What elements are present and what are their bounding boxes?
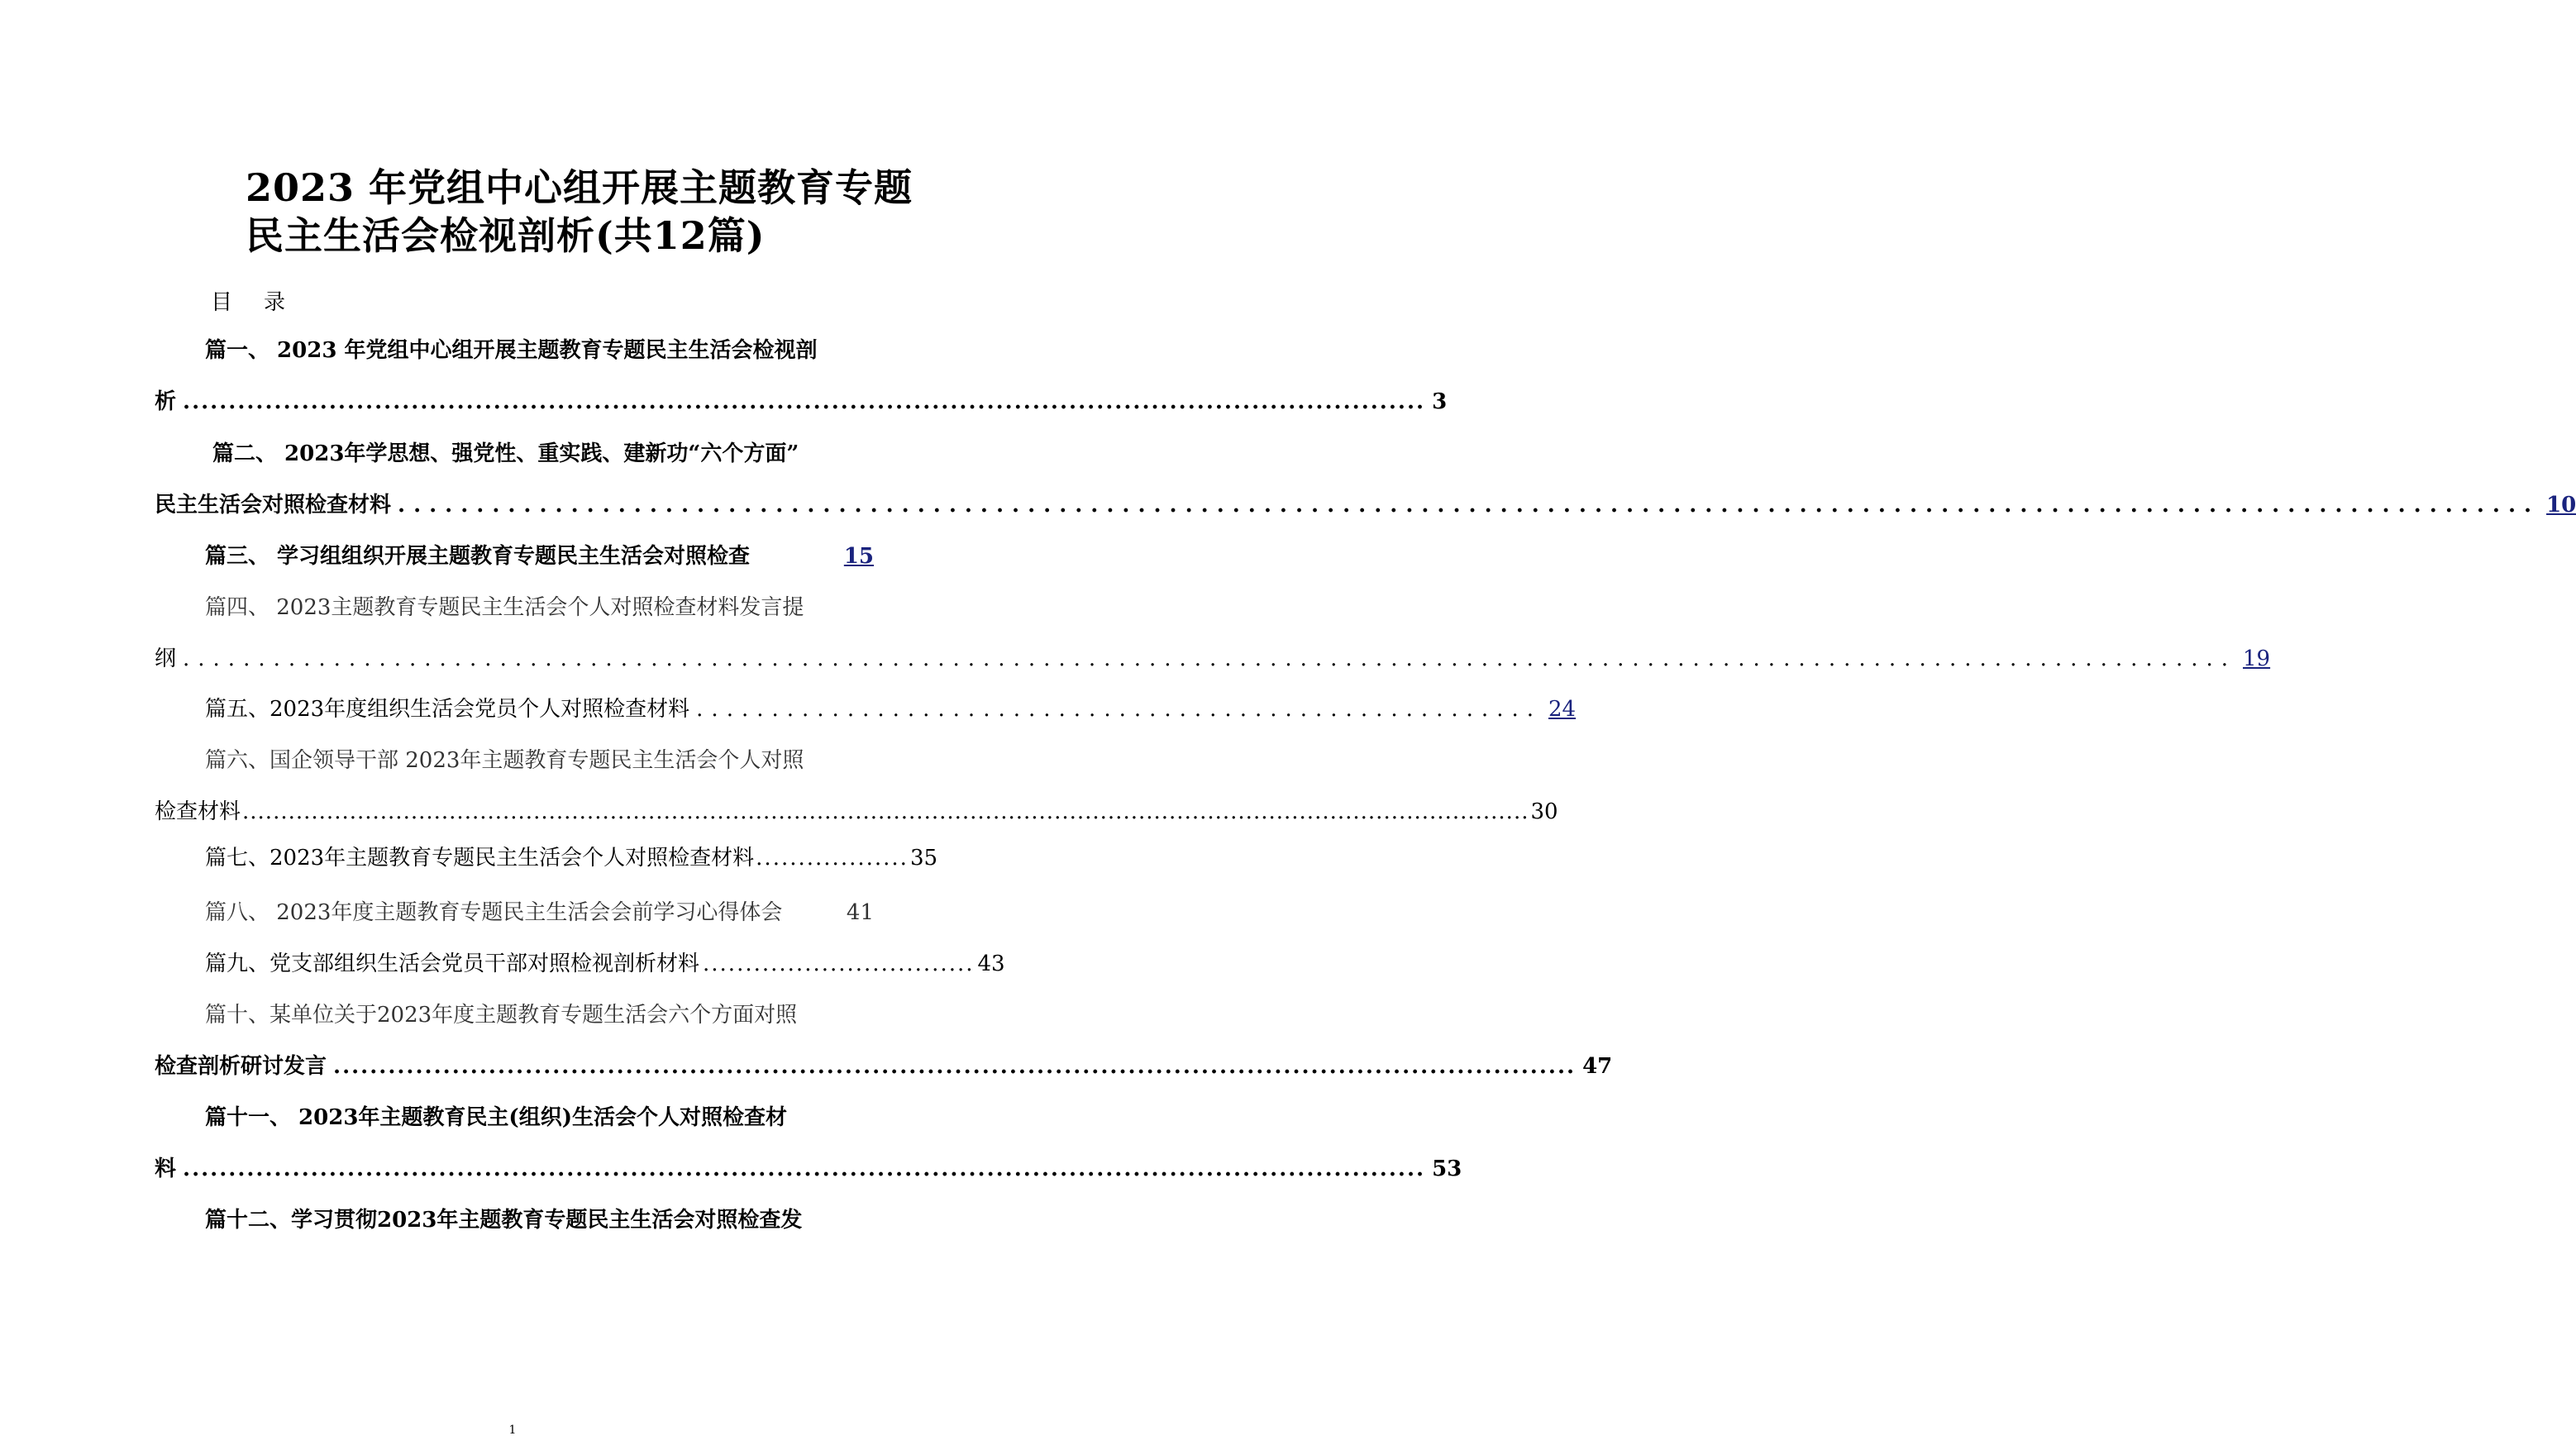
toc-entry-4-page[interactable]: 19 — [2243, 646, 2271, 671]
toc-entry-2-title[interactable]: 篇二、 2023年学思想、强党性、重实践、建新功“六个方面” — [212, 441, 799, 466]
toc-entry-1-title[interactable]: 篇一、 2023 年党组中心组开展主题教育专题民主生活会检视剖 — [205, 338, 818, 363]
toc-heading-char-1: 目 — [211, 290, 233, 315]
toc-entry-7-page: 35 — [909, 846, 938, 870]
toc-entry-11-title[interactable]: 篇十一、 2023年主题教育民主(组织)生活会个人对照检查材 — [205, 1105, 788, 1130]
toc-entry-4-continuation[interactable]: 纲 ........................................................................................................................................ 19 — [155, 644, 874, 674]
toc-entry-4-title[interactable]: 篇四、 2023主题教育专题民主生活会个人对照检查材料发言提 — [205, 595, 804, 620]
toc-entry-5[interactable]: 篇五、2023年度组织生活会党员个人对照检查材料 ........................................................ 24 — [205, 694, 874, 724]
document-title — [246, 164, 973, 260]
page-number: 1 — [508, 1424, 517, 1437]
toc-entry-3[interactable]: 篇三、 学习组组织开展主题教育专题民主生活会对照检查 15 — [205, 541, 874, 571]
toc-entry-11-continuation[interactable]: 料 ........................................................................................................................................ 53 — [155, 1154, 866, 1184]
leader-dots: ........................................................................................................................................ — [183, 389, 1426, 414]
toc-entry-7[interactable]: 篇七、2023年主题教育专题民主生活会个人对照检查材料 .................. 35 — [205, 843, 874, 873]
leader-dots: ........................................................................................................................................ — [333, 1054, 1577, 1079]
leader-dots: ........................................................................................................................................ — [183, 646, 2237, 671]
toc-heading-char-2: 录 — [264, 290, 286, 315]
toc-entry-12-title[interactable]: 篇十二、学习贯彻2023年主题教育专题民主生活会对照检查发 — [205, 1208, 803, 1233]
toc-entry-9-page: 43 — [977, 952, 1005, 976]
toc-entry-1-page: 3 — [1432, 389, 1448, 414]
toc-entry-6-title[interactable]: 篇六、国企领导干部 2023年主题教育专题民主生活会个人对照 — [205, 748, 804, 773]
toc-entry-8-page: 41 — [846, 900, 874, 925]
toc-heading — [211, 288, 285, 317]
toc-entry-10-page: 47 — [1582, 1054, 1613, 1079]
leader-dots: ........................................................................................................................................ — [398, 493, 2540, 518]
toc-entry-8[interactable]: 篇八、 2023年度主题教育专题民主生活会会前学习心得体会 41 — [205, 898, 874, 928]
document-title-line-2: 民主生活会检视剖析(共12篇) — [246, 213, 766, 258]
toc-entry-9[interactable]: 篇九、党支部组织生活会党员干部对照检视剖析材料 ................................ 43 — [205, 949, 874, 979]
toc-entry-3-page[interactable]: 15 — [843, 544, 874, 569]
leader-dots: ........................................................................................................................................................................ — [242, 799, 1529, 824]
leader-dots: .................. — [756, 846, 909, 870]
toc-entry-5-page[interactable]: 24 — [1548, 697, 1577, 722]
toc-entry-2-page[interactable]: 10 — [2546, 493, 2576, 518]
toc-entry-6-page: 30 — [1530, 799, 1558, 824]
leader-dots: ........................................................ — [696, 697, 1542, 722]
document-title-line-1: 2023 年党组中心组开展主题教育专题 — [246, 165, 914, 210]
toc-entry-10-title[interactable]: 篇十、某单位关于2023年度主题教育专题生活会六个方面对照 — [205, 1003, 798, 1028]
toc-entry-11-page: 53 — [1432, 1157, 1462, 1181]
toc-entry-1-continuation[interactable]: 析 ........................................................................................................................................ 3 — [155, 387, 874, 417]
leader-dots: ................................ — [703, 952, 975, 976]
leader-dots: ........................................................................................................................................ — [183, 1157, 1426, 1181]
toc-entry-10-continuation[interactable]: 检查剖析研讨发言 ........................................................................................................................................ 47 — [155, 1052, 874, 1081]
toc-entry-2-continuation[interactable]: 民主生活会对照检查材料 ........................................................................................................................................ 10 — [155, 490, 874, 520]
toc-entry-6-continuation[interactable]: 检查材料 ........................................................................................................................................................................ 30 — [155, 797, 874, 827]
